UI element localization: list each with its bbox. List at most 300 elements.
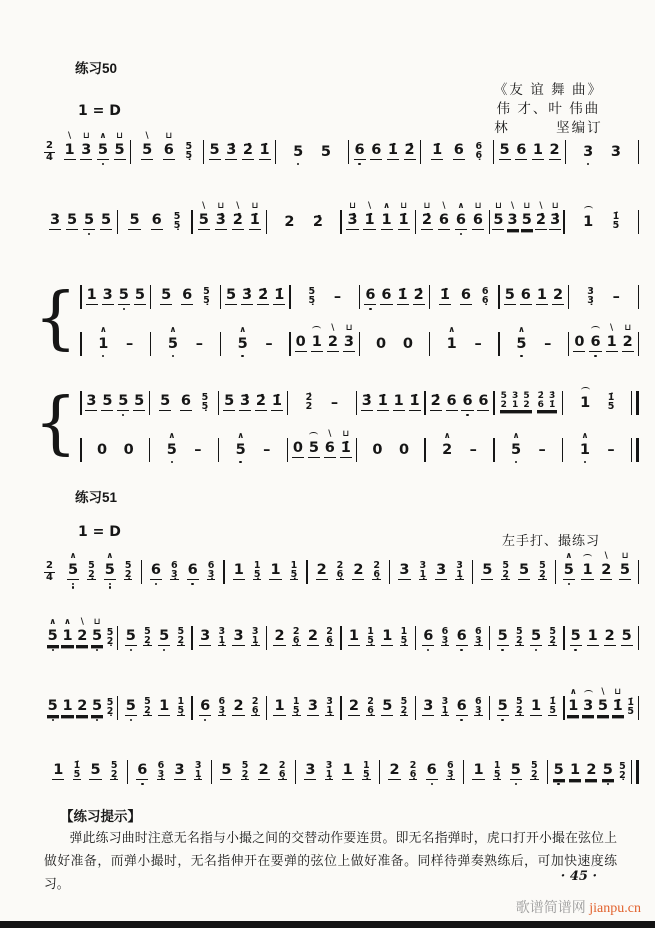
note — [477, 382, 489, 420]
chord-note — [586, 276, 595, 314]
chord-note — [325, 750, 334, 789]
chord-digit: 6 — [475, 141, 483, 152]
chord-stack — [474, 627, 483, 646]
chord-note — [292, 686, 301, 725]
note — [257, 276, 269, 314]
octave-dots-below — [241, 352, 243, 361]
chord-digit: 6 — [475, 696, 482, 707]
tie-arc-icon — [584, 690, 593, 696]
fingering-mark: \ — [68, 131, 72, 141]
note — [563, 551, 575, 589]
note-digit: – — [265, 336, 273, 352]
chord-stack — [241, 761, 250, 780]
note — [453, 131, 465, 169]
final-barline — [631, 760, 639, 784]
barline — [638, 626, 639, 650]
chord-note — [548, 616, 557, 655]
voice-row: 2̇ 3̇ — [537, 391, 557, 401]
note — [167, 325, 179, 361]
note — [158, 617, 170, 655]
chord-digit: 1̣ — [419, 569, 427, 580]
chord-note — [446, 750, 455, 789]
fingering-mark: ⊔ — [551, 201, 559, 211]
chord-note — [170, 550, 179, 589]
measure — [267, 616, 340, 655]
note-digit: 2 — [389, 762, 400, 778]
chord-stack — [607, 393, 616, 411]
chord-note — [441, 616, 450, 655]
fingering-mark: ∧ — [443, 431, 451, 441]
chord-note — [493, 750, 502, 789]
chord-digit: 3̣ — [170, 569, 178, 580]
chord-stack — [481, 287, 490, 305]
chord-digit: 6̣ — [326, 635, 333, 646]
tie-arc-icon — [584, 206, 593, 212]
note — [579, 431, 591, 467]
measure — [357, 431, 425, 467]
fingering-mark: ⊔ — [349, 201, 356, 211]
tie-arc-icon — [309, 432, 318, 438]
fingering-mark: ∧ — [565, 551, 573, 561]
octave-dots-below — [52, 646, 54, 655]
chord-digit: 2̣ — [516, 635, 523, 646]
rest-note — [123, 431, 135, 467]
chord-digit: 5̣ — [362, 769, 370, 780]
note — [393, 382, 405, 420]
chord-digit: 5 — [106, 697, 114, 708]
measure — [44, 750, 127, 789]
note-digit: 2̇ — [413, 287, 424, 303]
note-digit: 5 — [84, 212, 95, 228]
note — [158, 687, 170, 725]
note — [387, 131, 399, 169]
chord-stack — [292, 627, 301, 646]
chord-digit: 3̣ — [207, 569, 215, 580]
chord-digit: 2̣ — [549, 635, 556, 646]
note — [404, 131, 416, 169]
chord-digit: 2̣ — [177, 635, 185, 646]
chord-digit: 5̣ — [177, 705, 185, 716]
octave-dots-below — [584, 458, 586, 467]
dash-note — [473, 325, 482, 361]
time-signature — [44, 141, 55, 163]
chord-digit: 5 — [173, 211, 181, 222]
chord-digit: 6̣ — [251, 705, 259, 716]
measure — [490, 616, 563, 655]
note — [532, 131, 544, 169]
octave-dot — [72, 583, 74, 585]
measure — [142, 550, 224, 589]
chord-digit: 5 — [619, 761, 626, 772]
chord-digit: 1 — [253, 560, 261, 571]
fingering-mark: ⊔ — [495, 201, 502, 211]
octave-dot — [122, 414, 124, 416]
chord-stack — [366, 627, 375, 646]
note — [589, 323, 601, 361]
chord-stack — [419, 561, 428, 580]
fingering-mark: ∧ — [64, 617, 71, 627]
voice-row: 5 3 5 — [500, 391, 531, 401]
note-digit: 5 — [237, 336, 248, 352]
note-digit: 5 — [91, 698, 103, 714]
chord-digit: 6 — [441, 626, 449, 637]
fingering-mark: ⊔ — [251, 201, 259, 211]
chord-stack — [278, 761, 287, 780]
chord-digit: 5 — [124, 560, 132, 571]
fingering-mark: ∧ — [99, 325, 107, 335]
measure — [360, 276, 428, 314]
staff-line — [44, 750, 639, 789]
chord-stack — [218, 697, 227, 716]
chord-note — [73, 750, 82, 789]
note-digit: 1 — [393, 393, 404, 409]
octave-dots-below — [171, 458, 173, 467]
note-digit: 3 — [507, 212, 518, 228]
octave-dot — [109, 583, 111, 585]
chord-note — [110, 750, 119, 789]
note-digit: 5 — [516, 336, 527, 352]
octave-dots-below — [369, 305, 371, 314]
chord-note — [400, 686, 409, 725]
fingering-mark: ⊔ — [614, 687, 622, 697]
chord-digit: 2̣ — [144, 635, 151, 646]
measure — [118, 686, 191, 725]
chord-note — [87, 550, 96, 589]
note — [232, 201, 244, 239]
measure — [342, 616, 415, 655]
note-digit: 5 — [142, 142, 153, 158]
barline — [638, 210, 639, 234]
note-digit: 6 — [456, 698, 467, 714]
chord-digit: 5 — [201, 392, 209, 403]
note — [530, 687, 542, 725]
note — [380, 276, 392, 314]
note-digit: 1̇ — [377, 393, 388, 409]
chord-note — [106, 617, 115, 655]
chord-stack — [177, 627, 186, 646]
editor-credit: 林 坚编订 — [494, 120, 603, 135]
measure — [276, 133, 347, 169]
note — [536, 276, 548, 314]
barline — [638, 332, 639, 356]
note-digit: 1 — [580, 395, 591, 411]
note-digit: 3̇ — [215, 212, 226, 228]
note-digit: 6 — [478, 393, 489, 409]
note-digit: 1 — [270, 562, 281, 578]
note — [233, 551, 245, 589]
fingering-mark — [591, 323, 600, 334]
measure — [128, 750, 211, 789]
chord-note — [218, 686, 227, 725]
note — [348, 617, 360, 655]
note — [530, 617, 542, 655]
note — [86, 276, 98, 314]
exercise-50-label: 练习50 — [75, 61, 118, 76]
fingering-mark — [583, 551, 592, 562]
staff-line — [44, 616, 639, 655]
note-digit: 1 — [62, 628, 73, 644]
staff-line — [44, 550, 639, 589]
note — [456, 687, 468, 725]
chord-digit: 3̣ — [587, 295, 594, 306]
note — [610, 133, 622, 169]
chord-digit: 1̣ — [218, 635, 226, 646]
watermark-domain-link[interactable]: jianpu.cn — [589, 901, 641, 916]
note-digit: 5 — [553, 762, 564, 778]
note-digit: 6 — [180, 393, 191, 409]
note — [409, 382, 421, 420]
chord-note — [106, 687, 115, 725]
note — [361, 382, 373, 420]
octave-dot — [72, 586, 74, 588]
chord-digit: 6̣ — [292, 635, 300, 646]
note — [492, 201, 504, 239]
octave-dots-below — [122, 411, 124, 420]
measure — [193, 686, 266, 725]
note — [398, 201, 410, 239]
note-digit: 1̇ — [259, 142, 270, 158]
chord-stack — [618, 762, 627, 780]
note-digit: 1 — [53, 762, 64, 778]
chord-stack — [400, 697, 409, 716]
chord-digit: 2̣ — [110, 769, 118, 780]
note-digit: 5 — [320, 144, 331, 160]
chord-digit: 2̣ — [502, 569, 510, 580]
chord-stack — [177, 697, 186, 716]
note — [66, 201, 78, 239]
chord-note — [336, 550, 345, 589]
note-digit: – — [474, 336, 482, 352]
fingering-mark: ∧ — [49, 617, 57, 627]
measure — [267, 686, 340, 725]
measure — [151, 276, 219, 314]
dash-note — [606, 431, 615, 467]
note-digit: 1 — [233, 562, 244, 578]
rest-note — [371, 431, 383, 467]
note-digit: 1 — [311, 334, 322, 350]
note-digit: – — [607, 442, 615, 458]
note-digit: 2 — [307, 628, 318, 644]
dash-note — [193, 431, 202, 467]
fingering-mark — [581, 384, 590, 395]
barline — [638, 140, 639, 164]
chord-digit: 5 — [612, 220, 620, 231]
chord-stack — [400, 627, 409, 646]
chord-digit: 2̣ — [400, 705, 408, 716]
dash-note — [333, 278, 342, 314]
chord-stack — [366, 697, 375, 716]
measure — [59, 131, 130, 169]
octave-dots-below — [460, 716, 462, 725]
note — [518, 551, 530, 589]
note — [104, 551, 116, 589]
note-digit: 2 — [316, 562, 327, 578]
note-digit: 5 — [47, 628, 58, 644]
chord-stack — [612, 212, 621, 230]
staff-line — [80, 381, 639, 420]
measure — [426, 382, 494, 420]
chord-digit: 6 — [475, 626, 482, 637]
note-digit: 3 — [583, 698, 594, 714]
chord-stack — [409, 761, 418, 780]
note-digit: 3̇ — [550, 212, 561, 228]
note-digit: 1 — [274, 698, 285, 714]
note-digit: 2 — [258, 762, 269, 778]
chord-digit: 3̣ — [157, 769, 165, 780]
octave-dot — [460, 649, 462, 651]
fingering-mark: ∧ — [581, 431, 589, 441]
chord-digit: 6 — [157, 760, 165, 771]
chord-digit: 1̇ — [612, 211, 620, 222]
fingering-mark: \ — [367, 201, 372, 211]
measure — [360, 325, 428, 361]
chord-stack — [446, 761, 455, 780]
note-digit: 1 — [569, 762, 581, 778]
octave-dots-below — [102, 160, 104, 169]
note — [242, 131, 254, 169]
chord-digit: 3̣ — [475, 635, 482, 646]
note-digit: 5 — [118, 287, 129, 303]
note — [499, 131, 511, 169]
chord-note — [538, 550, 547, 589]
octave-dot — [501, 649, 503, 651]
note-digit: 5 — [235, 442, 246, 458]
chord-note — [409, 750, 418, 789]
note — [515, 325, 527, 361]
note-digit: 5 — [104, 562, 115, 578]
note — [174, 751, 186, 789]
note-digit: 5 — [619, 562, 630, 578]
note-digit: 6 — [381, 287, 392, 303]
note-digit: 2 — [601, 562, 612, 578]
note — [421, 201, 433, 239]
octave-dot — [171, 461, 173, 463]
octave-dots-below — [52, 716, 54, 725]
note — [521, 201, 533, 239]
chord-digit: 5 — [110, 760, 118, 771]
chord-digit: 5 — [308, 286, 316, 297]
voice-row: 2 1 2 — [500, 400, 531, 410]
note-digit: 5 — [511, 442, 522, 458]
note-digit: 2̇ — [535, 212, 546, 228]
note — [388, 751, 400, 789]
chord-digit: 2̣ — [241, 769, 249, 780]
note — [237, 325, 249, 361]
chord-digit: 3̣ — [447, 769, 454, 780]
fingering-mark: ∧ — [448, 325, 456, 335]
note — [569, 751, 581, 789]
chord-stack — [170, 561, 179, 580]
chord-digit: 1 — [493, 760, 501, 771]
note — [567, 687, 579, 725]
chord-digit: 5̣ — [367, 635, 374, 646]
note-digit: 6 — [472, 212, 483, 228]
note — [304, 751, 316, 789]
chord-stack — [87, 561, 96, 580]
chord-note — [305, 382, 314, 420]
note-digit: 0 — [402, 336, 413, 352]
note-digit: 2̇ — [258, 287, 269, 303]
measure — [118, 201, 191, 239]
chord-note — [173, 201, 182, 239]
practice-tips-body: 弹此练习曲时注意无名指与小撮之间的交替动作要连贯。即无名指弹时，虎口打开小撮在弦位上做好准备，而弹小撮时，无名指伸开在要弹的弦位上做好准备。同样待弹奏熟练后，可加快速度练习。 — [44, 831, 617, 891]
note-digit: 1̇ — [387, 142, 398, 158]
note-digit: 6 — [200, 698, 211, 714]
note — [582, 203, 594, 239]
note — [320, 133, 332, 169]
chord-digit: 1̣ — [194, 769, 202, 780]
chord-note — [278, 750, 287, 789]
chord-digit: 5 — [531, 760, 538, 771]
fingering-mark: ⊔ — [400, 201, 407, 211]
chord-note — [400, 616, 409, 655]
chord-note — [218, 616, 227, 655]
measure — [416, 616, 489, 655]
note-digit: 1 — [98, 336, 109, 352]
chord-stack — [124, 561, 133, 580]
note — [510, 431, 522, 467]
note — [622, 323, 634, 361]
chord-stack — [290, 561, 299, 580]
fingering-mark: \ — [539, 201, 543, 211]
octave-dots-below — [72, 580, 74, 589]
measure — [500, 276, 568, 314]
note-digit: – — [194, 442, 202, 458]
chord-stack — [325, 627, 334, 646]
note — [114, 131, 126, 169]
measure — [342, 201, 415, 239]
fingering-mark: ⊔ — [93, 617, 101, 627]
note-digit: 0 — [398, 442, 410, 458]
note-digit: 6 — [426, 762, 437, 778]
chord-digit: 2̣ — [516, 705, 523, 716]
note-digit: 5 — [521, 212, 532, 228]
note-digit: 5 — [597, 698, 608, 714]
chord-note — [207, 550, 216, 589]
note-digit: 5 — [134, 287, 145, 303]
note-digit: 5 — [67, 562, 79, 578]
note-digit: 5 — [510, 762, 521, 778]
note — [549, 201, 561, 239]
octave-dots-below — [204, 716, 206, 725]
note — [327, 323, 339, 361]
chord-note — [626, 687, 635, 725]
note-digit: 5 — [101, 212, 112, 228]
fingering-mark — [309, 429, 318, 440]
chord-digit: 5 — [241, 760, 249, 771]
octave-dot — [535, 649, 537, 651]
octave-dots-below — [358, 160, 360, 169]
note — [76, 687, 88, 725]
note — [159, 382, 171, 420]
bottom-scan-bar — [0, 921, 655, 928]
note-digit: 3̇ — [226, 142, 237, 158]
note — [283, 203, 295, 239]
measure — [430, 325, 498, 361]
octave-dot — [102, 163, 104, 165]
note-digit: 6 — [438, 212, 449, 228]
note — [446, 325, 458, 361]
note-digit: 2 — [77, 698, 88, 714]
ts-digit: 4 — [46, 572, 53, 583]
chord-digit: 1̣ — [326, 705, 333, 716]
octave-dot — [584, 461, 586, 463]
note — [133, 382, 145, 420]
octave-dots-below — [109, 580, 111, 589]
measure — [82, 382, 150, 420]
note — [128, 201, 140, 239]
note — [180, 382, 192, 420]
